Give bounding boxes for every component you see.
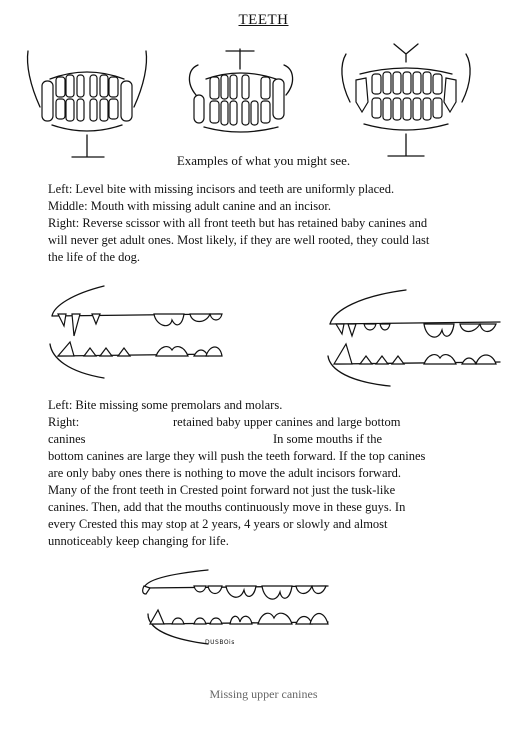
page-title: TEETH — [238, 12, 289, 28]
paragraph-line: unnoticeably keep changing for life. — [48, 534, 229, 548]
paragraph-line: the life of the dog. — [48, 250, 140, 264]
paragraph-line: Left: Level bite with missing incisors and teeth are uniformly placed. — [48, 182, 395, 196]
paragraph-line: are only baby ones there is nothing to move the adult incisors forward. — [48, 466, 402, 480]
side-view-jaw-right — [320, 282, 510, 394]
paragraph-line: canines. Then, add that the mouths continuously move in these guys. In — [48, 500, 406, 514]
paragraph-side-view-descriptions — [48, 397, 478, 550]
paragraph-bite-descriptions — [48, 181, 478, 266]
paragraph-line: canines In some mouths if the — [48, 432, 382, 446]
paragraph-line: Many of the front teeth in Crested point forward not just the tusk-like — [48, 483, 396, 497]
paragraph-line: will never get adult ones. Most likely, if they are well rooted, they could last — [48, 233, 430, 247]
figure1-caption: Examples of what you might see. — [176, 153, 351, 168]
paragraph-line: Middle: Mouth with missing adult canine and an incisor. — [48, 199, 331, 213]
artist-signature: DUSBOis — [205, 639, 235, 646]
paragraph-line: Left: Bite missing some premolars and molars. — [48, 398, 283, 412]
paragraph-line: Right: retained baby upper canines and large bottom — [48, 415, 401, 429]
paragraph-line: Right: Reverse scissor with all front teeth but has retained baby canines and — [48, 216, 428, 230]
side-view-jaw-left — [44, 278, 234, 386]
paragraph-line: every Crested this may stop at 2 years, 4 years or slowly and almost — [48, 517, 388, 531]
front-view-mouth-middle — [176, 45, 306, 163]
paragraph-line: bottom canines are large they will push the teeth forward. If the top canines — [48, 449, 426, 463]
front-view-mouth-left — [22, 45, 152, 163]
side-view-jaw-missing-canines — [138, 566, 343, 658]
front-view-mouth-right — [336, 40, 476, 163]
figure3-caption: Missing upper canines — [209, 687, 318, 701]
